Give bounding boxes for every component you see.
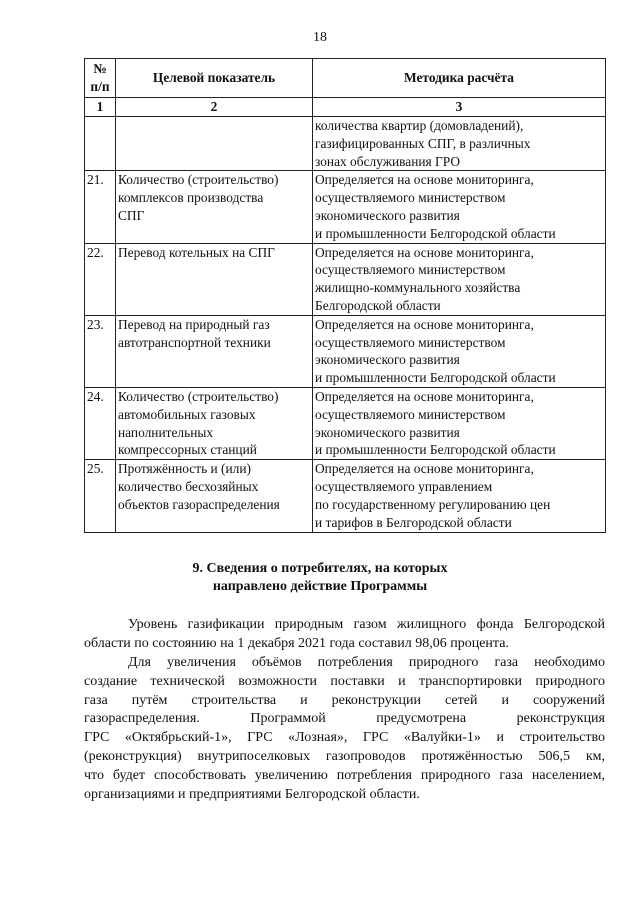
row-number: 25. xyxy=(85,460,116,533)
table-row xyxy=(85,315,606,387)
method-line: осуществляемого управлением xyxy=(315,478,493,494)
header-num xyxy=(85,59,116,98)
paragraph-line: что будет способствовать увеличению потребления природного газа населением, xyxy=(84,767,605,783)
indicator-line: объектов газораспределения xyxy=(118,496,280,512)
indicator-line: комплексов производства xyxy=(118,190,264,206)
method-line: осуществляемого министерством xyxy=(315,334,506,350)
section-title-line: 9. Сведения о потребителях, на которых xyxy=(192,561,448,576)
method-cell xyxy=(313,460,606,533)
indicator-line: Перевод на природный газ xyxy=(118,316,270,332)
indicator-line: количество бесхозяйных xyxy=(118,478,259,494)
paragraph-line: ГРС «Октябрьский-1», ГРС «Лозная», ГРС «Валуйки-1» и строительство xyxy=(84,730,605,746)
method-line: газифицированных СПГ, в различных xyxy=(315,135,531,151)
method-line: по государственному регулированию цен xyxy=(315,496,551,512)
table-row xyxy=(85,243,606,315)
method-line: Определяется на основе мониторинга, xyxy=(315,388,534,404)
method-line: экономического развития xyxy=(315,207,460,223)
method-line: и промышленности Белгородской области xyxy=(315,225,556,241)
method-line: Определяется на основе мониторинга, xyxy=(315,316,534,332)
method-line: Определяется на основе мониторинга, xyxy=(315,172,534,188)
indicator-cell xyxy=(116,117,313,171)
method-line: экономического развития xyxy=(315,352,460,368)
table-body xyxy=(85,117,606,533)
indicators-table xyxy=(84,58,606,533)
method-line: и промышленности Белгородской области xyxy=(315,442,556,458)
method-line: осуществляемого министерством xyxy=(315,190,506,206)
indicator-line: Перевод котельных на СПГ xyxy=(118,244,275,260)
col-number: 1 xyxy=(85,98,116,117)
indicator-cell xyxy=(116,460,313,533)
row-number xyxy=(85,117,116,171)
section-title-line: направлено действие Программы xyxy=(212,579,428,594)
table-row xyxy=(85,460,606,533)
method-line: Белгородской области xyxy=(315,297,441,313)
method-cell xyxy=(313,171,606,243)
method-line: осуществляемого министерством xyxy=(315,262,506,278)
paragraph-line: Для увеличения объёмов потребления природного газа необходимо xyxy=(128,655,605,670)
header-method: Методика расчёта xyxy=(313,59,606,98)
table-row xyxy=(85,117,606,171)
method-line: количества квартир (домовладений), xyxy=(315,118,524,133)
indicator-line: СПГ xyxy=(118,207,145,223)
method-line: и тарифов в Белгородской области xyxy=(315,514,512,530)
table-row xyxy=(85,171,606,243)
indicator-line: автомобильных газовых xyxy=(118,406,256,422)
row-number: 23. xyxy=(85,315,116,387)
method-line: жилищно-коммунального хозяйства xyxy=(315,280,521,296)
indicator-line: автотранспортной техники xyxy=(118,334,271,350)
column-number-row xyxy=(85,98,606,117)
indicator-cell xyxy=(116,387,313,459)
table-header-row xyxy=(85,59,606,98)
paragraph xyxy=(84,616,605,654)
method-line: осуществляемого министерством xyxy=(315,406,506,422)
paragraph-line: организациями и предприятиями Белгородской области. xyxy=(84,786,420,802)
paragraph-line: создание технической возможности поставки и транспортировки природного xyxy=(84,673,605,689)
section-title xyxy=(0,560,640,596)
header-indicator: Целевой показатель xyxy=(116,59,313,98)
header-num-line: № xyxy=(93,61,107,77)
row-number: 21. xyxy=(85,171,116,243)
indicator-cell xyxy=(116,243,313,315)
page-number: 18 xyxy=(313,30,327,45)
table-row xyxy=(85,387,606,459)
indicator-cell xyxy=(116,315,313,387)
method-line: и промышленности Белгородской области xyxy=(315,370,556,386)
method-line: Определяется на основе мониторинга, xyxy=(315,244,534,260)
col-number: 3 xyxy=(313,98,606,117)
indicator-line: Протяжённость и (или) xyxy=(118,461,251,477)
method-line: экономического развития xyxy=(315,424,460,440)
indicator-line: Количество (строительство) xyxy=(118,172,279,188)
indicator-line: компрессорных станций xyxy=(118,442,257,458)
method-cell xyxy=(313,387,606,459)
paragraph-line: газа путём строительства и реконструкции сетей и сооружений xyxy=(84,692,605,708)
method-line: зонах обслуживания ГРО xyxy=(315,153,461,169)
paragraph xyxy=(84,654,605,804)
paragraph-line: Уровень газификации природным газом жилищного фонда Белгородской xyxy=(128,617,605,632)
indicator-cell xyxy=(116,171,313,243)
indicator-line: наполнительных xyxy=(118,424,214,440)
method-cell xyxy=(313,117,606,171)
method-cell xyxy=(313,243,606,315)
col-number: 2 xyxy=(116,98,313,117)
indicator-line: Количество (строительство) xyxy=(118,388,279,404)
method-line: Определяется на основе мониторинга, xyxy=(315,461,534,477)
paragraph-line: области по состоянию на 1 декабря 2021 года составил 98,06 процента. xyxy=(84,635,509,651)
method-cell xyxy=(313,315,606,387)
row-number: 24. xyxy=(85,387,116,459)
paragraph-line: газораспределения. Программой предусмотрена реконструкция xyxy=(84,711,605,727)
row-number: 22. xyxy=(85,243,116,315)
header-num-line: п/п xyxy=(90,79,110,94)
paragraph-line: (реконструкция) внутрипоселковых газопроводов протяжённостью 506,5 км, xyxy=(84,748,605,764)
